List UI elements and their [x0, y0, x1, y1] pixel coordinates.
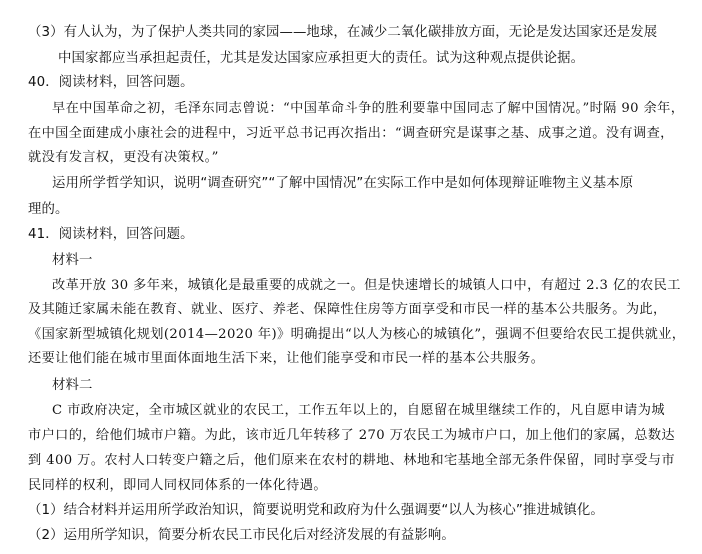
material-1-line1: 改革开放 30 多年来，城镇化是最重要的成就之一。但是快速增长的城镇人口中，有超过 2.3 亿的农民工 — [52, 278, 681, 293]
question-40-material-line1: 早在中国革命之初，毛泽东同志曾说：“中国革命斗争的胜利要靠中国同志了解中国情况。”时隔 90 余年， — [52, 101, 685, 116]
question-41-subquestion-2: （2）运用所学知识，简要分析农民工市民化后对经济发展的有益影响。 — [28, 528, 455, 543]
question-40-question-line2: 理的。 — [28, 202, 69, 217]
material-1-line2: 及其随迁家属未能在教育、就业、医疗、养老、保障性住房等方面享受和市民一样的基本公共服务。为此， — [28, 302, 667, 317]
question-41-subquestion-1: （1）结合材料并运用所学政治知识，简要说明党和政府为什么强调要“以人为核心”推进城镇化。 — [28, 503, 604, 518]
material-1-line4: 还要让他们能在城市里面体面地生活下来，让他们能享受和市民一样的基本公共服务。 — [28, 351, 545, 366]
material-1-line3: 《国家新型城镇化规划(2014—2020 年)》明确提出“以人为核心的城镇化”，强调不但要给农民工提供就业， — [28, 327, 686, 342]
question-41-heading: 41．阅读材料，回答问题。 — [28, 227, 194, 242]
question-40-material-line2: 在中国全面建成小康社会的进程中，习近平总书记再次指出：“调查研究是谋事之基、成事之道。没有调查， — [28, 126, 674, 141]
question-40-material-line3: 就没有发言权，更没有决策权。” — [28, 150, 219, 165]
question-40-question-line1: 运用所学哲学知识，说明“调查研究”“了解中国情况”在实际工作中是如何体现辩证唯物主义基本原 — [52, 176, 634, 191]
question-40-heading: 40．阅读材料，回答问题。 — [28, 75, 194, 90]
question-39-part3-line1: （3）有人认为，为了保护人类共同的家园——地球，在减少二氧化碳排放方面，无论是发达国家还是发展 — [28, 25, 658, 40]
material-2-line1: C 市政府决定，全市城区就业的农民工，工作五年以上的，自愿留在城里继续工作的，凡自愿申请为城 — [52, 403, 665, 418]
material-2-line4: 民同样的权利，即同人同权同体系的一体化待遇。 — [28, 478, 327, 493]
material-2-title: 材料二 — [52, 378, 93, 393]
question-39-part3-line2: 中国家都应当承担起责任，尤其是发达国家应承担更大的责任。试为这种观点提供论据。 — [58, 51, 585, 66]
material-1-title: 材料一 — [52, 253, 93, 268]
material-2-line2: 市户口的，给他们城市户籍。为此，该市近几年转移了 270 万农民工为城市户口，加上他们的家属，总数达 — [28, 428, 675, 443]
material-2-line3: 到 400 万。农村人口转变户籍之后，他们原来在农村的耕地、林地和宅基地全部无条件保留，同时享受与市 — [28, 453, 675, 468]
